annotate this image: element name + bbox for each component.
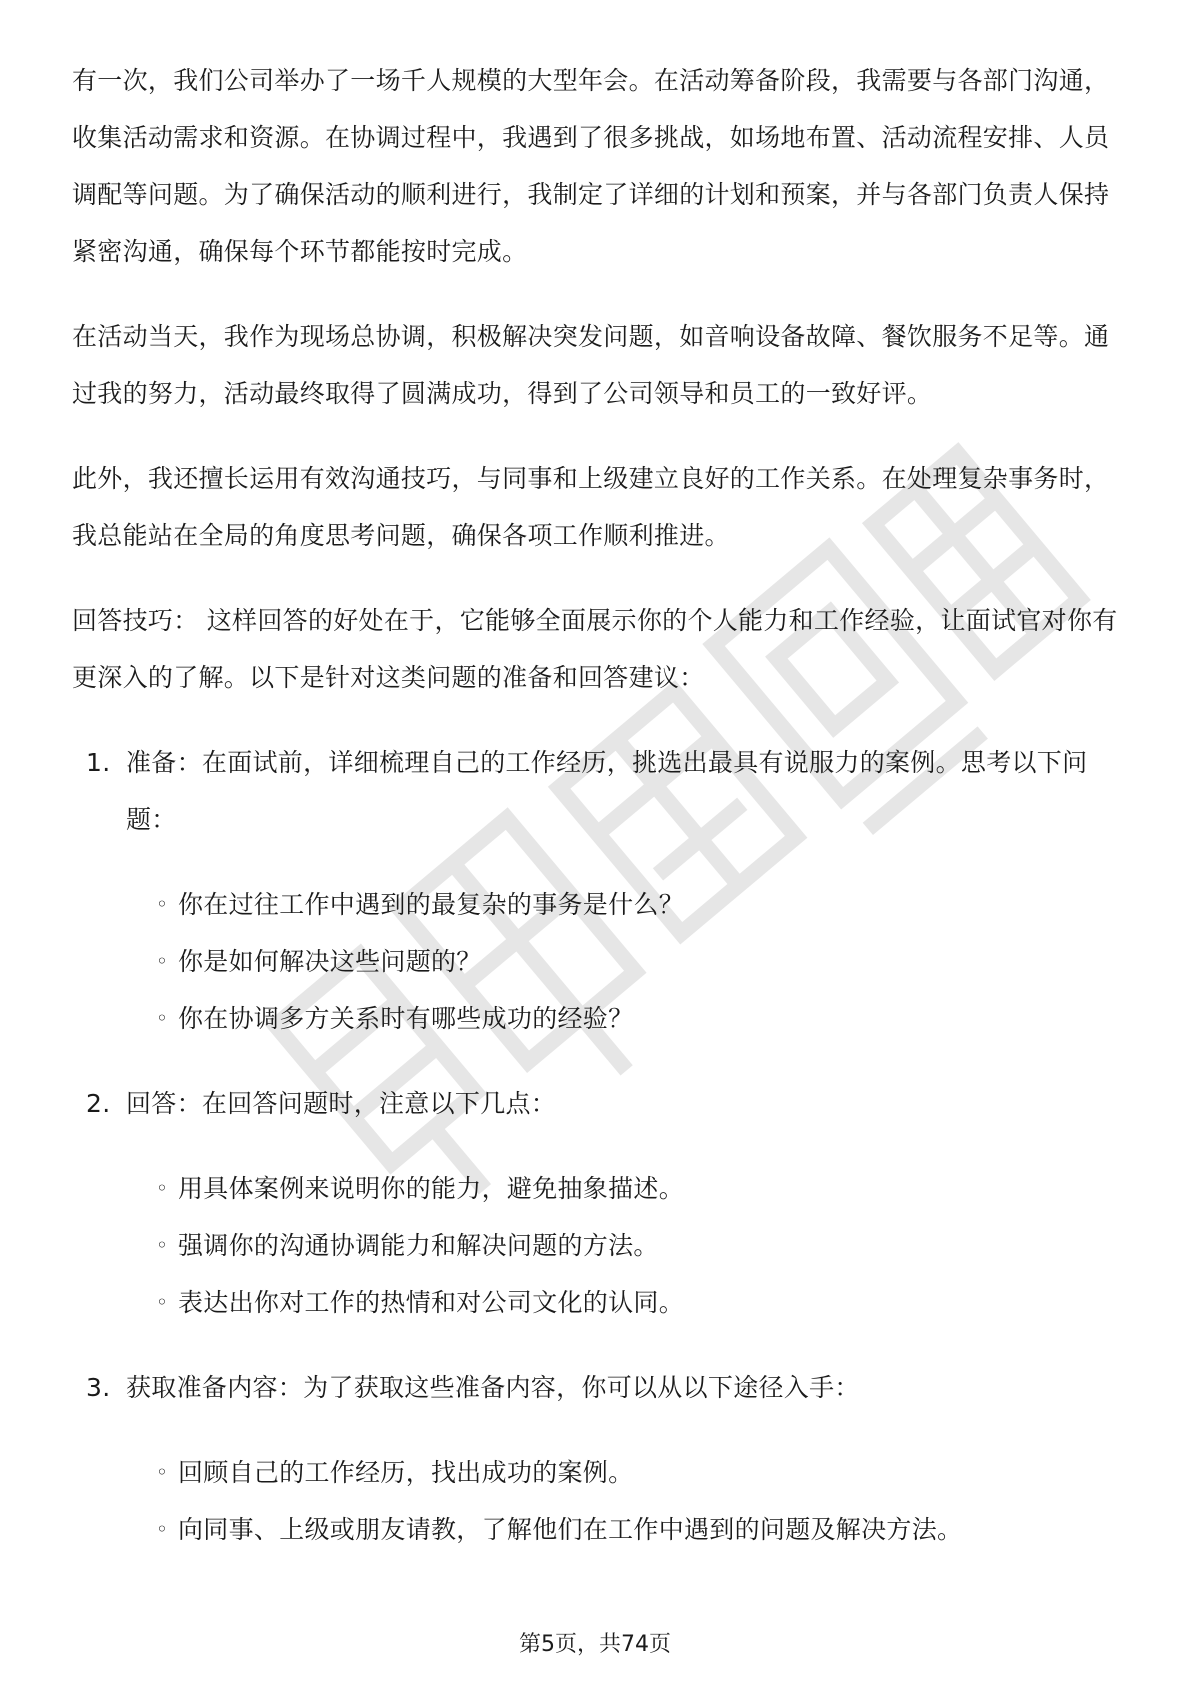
- bullet-icon: ◦: [156, 1176, 169, 1200]
- paragraph-annual-meeting: 有一次，我们公司举办了一场千人规模的大型年会。在活动筹备阶段，我需要与各部门沟通，收集活动需求和资源。在协调过程中，我遇到了很多挑战，如场地布置、活动流程安排、人员调配等问题。为了确保活动的顺利进行，我制定了详细的计划和预案，并与各部门负责人保持紧密沟通，确保每个环节都能按时完成。: [72, 66, 1110, 266]
- sub-list-item-text: 强调你的沟通协调能力和解决问题的方法。: [178, 1231, 659, 1260]
- list-item-text: 回答：在回答问题时，注意以下几点：: [126, 1089, 557, 1118]
- list-item-gather-content: [72, 1359, 1122, 1558]
- list-marker: 3.: [86, 1373, 111, 1402]
- sub-list-item: [126, 1501, 1122, 1558]
- sub-list: [126, 876, 1122, 1047]
- bullet-icon: ◦: [156, 1517, 169, 1541]
- paragraph-communication-skills: 此外，我还擅长运用有效沟通技巧，与同事和上级建立良好的工作关系。在处理复杂事务时，我总能站在全局的角度思考问题，确保各项工作顺利推进。: [72, 464, 1110, 550]
- bullet-icon: ◦: [156, 1460, 169, 1484]
- sub-list-item: [126, 990, 1122, 1047]
- sub-list-item-text: 表达出你对工作的热情和对公司文化的认同。: [178, 1288, 685, 1317]
- list-marker: 1.: [86, 748, 111, 777]
- sub-list-item-text: 回顾自己的工作经历，找出成功的案例。: [178, 1458, 634, 1487]
- list-item-text: 准备：在面试前，详细梳理自己的工作经历，挑选出最具有说服力的案例。思考以下问题：: [126, 748, 1088, 834]
- sub-list-item: [126, 1160, 1122, 1217]
- bullet-icon: ◦: [156, 949, 169, 973]
- sub-list-item-text: 用具体案例来说明你的能力，避免抽象描述。: [178, 1174, 685, 1203]
- bullet-icon: ◦: [156, 1233, 169, 1257]
- sub-list-item-text: 向同事、上级或朋友请教，了解他们在工作中遇到的问题及解决方法。: [178, 1515, 963, 1544]
- sub-list: [126, 1160, 1122, 1331]
- sub-list-item: [126, 933, 1122, 990]
- paragraph-answer-tips: 回答技巧： 这样回答的好处在于，它能够全面展示你的个人能力和工作经验，让面试官对你有更深入的了解。以下是针对这类问题的准备和回答建议：: [72, 606, 1118, 692]
- page-number-footer: 第5页，共74页: [519, 1632, 671, 1657]
- sub-list-item: [126, 1444, 1122, 1501]
- sub-list-item-text: 你是如何解决这些问题的？: [178, 947, 482, 976]
- list-item-text: 获取准备内容：为了获取这些准备内容，你可以从以下途径入手：: [126, 1373, 860, 1402]
- sub-list-item: [126, 1217, 1122, 1274]
- sub-list-item: [126, 876, 1122, 933]
- list-item-answer: [72, 1075, 1122, 1331]
- sub-list: [126, 1444, 1122, 1558]
- bullet-icon: ◦: [156, 1006, 169, 1030]
- list-marker: 2.: [86, 1089, 111, 1118]
- sub-list-item-text: 你在过往工作中遇到的最复杂的事务是什么？: [178, 890, 685, 919]
- bullet-icon: ◦: [156, 892, 169, 916]
- list-item-prepare: [72, 734, 1122, 1047]
- paragraph-event-day: 在活动当天，我作为现场总协调，积极解决突发问题，如音响设备故障、餐饮服务不足等。通过我的努力，活动最终取得了圆满成功，得到了公司领导和员工的一致好评。: [72, 322, 1110, 408]
- sub-list-item-text: 你在协调多方关系时有哪些成功的经验？: [178, 1004, 634, 1033]
- advice-list: [72, 734, 1122, 1558]
- document-body: [72, 52, 1122, 1586]
- bullet-icon: ◦: [156, 1290, 169, 1314]
- sub-list-item: [126, 1274, 1122, 1331]
